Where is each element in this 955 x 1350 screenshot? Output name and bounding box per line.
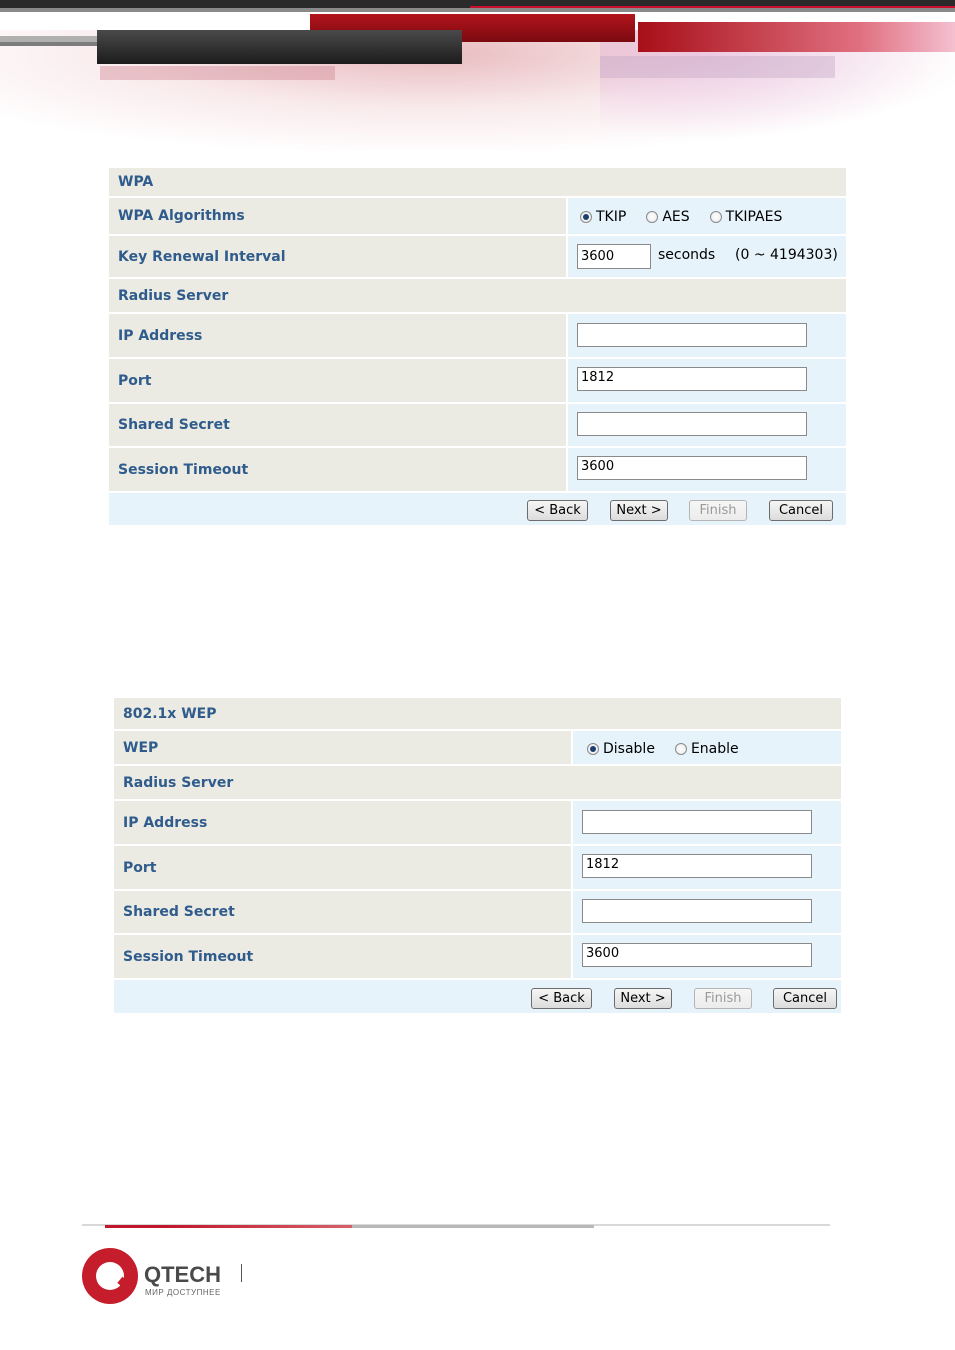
section-title: 802.1x WEP (123, 705, 217, 722)
radio-button[interactable] (675, 743, 687, 755)
wizard-button-bar (109, 493, 846, 525)
radio-label: TKIPAES (725, 209, 783, 225)
banner-pink-block (100, 66, 335, 80)
value-cell (571, 846, 841, 889)
radio-button[interactable] (710, 211, 722, 223)
row-shared-secret (109, 404, 846, 448)
cancel-button[interactable]: Cancel (769, 500, 833, 521)
field-label: Session Timeout (118, 461, 249, 478)
label-cell (114, 731, 571, 764)
label-cell (109, 198, 566, 234)
footer-grey-accent (352, 1225, 594, 1228)
field-label: IP Address (118, 327, 203, 344)
value-cell (571, 801, 841, 844)
wizard-button-bar (114, 980, 841, 1013)
banner-dark-block (97, 30, 462, 64)
row-session-timeout (109, 448, 846, 493)
field-label: WPA Algorithms (118, 208, 245, 224)
radio-label: Disable (603, 741, 655, 757)
radio-label: TKIP (596, 209, 627, 225)
value-cell (571, 731, 841, 764)
banner-red-gradient-block (638, 22, 955, 52)
field-label: Port (123, 859, 157, 876)
session-timeout-input[interactable]: 3600 (582, 943, 812, 967)
radio-button[interactable] (646, 211, 658, 223)
section-header-wpa (109, 168, 846, 198)
ip-address-input[interactable] (582, 810, 812, 834)
label-cell (114, 801, 571, 844)
label-cell (114, 846, 571, 889)
field-label: Session Timeout (123, 948, 254, 965)
next-button[interactable]: Next > (614, 988, 672, 1009)
value-cell (566, 448, 846, 491)
row-shared-secret (114, 891, 841, 935)
banner-red-line (470, 6, 955, 8)
banner-lilac-block (600, 56, 835, 78)
row-session-timeout (114, 935, 841, 980)
port-input[interactable]: 1812 (582, 854, 812, 878)
wep-settings-panel (114, 698, 841, 1013)
radio-tkip[interactable] (580, 209, 626, 225)
logo-separator (241, 1264, 242, 1282)
section-header-802-1x-wep (114, 698, 841, 731)
shared-secret-input[interactable] (577, 412, 807, 436)
section-title: WPA (118, 174, 154, 190)
field-label: Port (118, 372, 152, 389)
footer-red-accent (105, 1225, 352, 1228)
label-cell (109, 236, 566, 277)
label-cell (109, 359, 566, 402)
value-cell (571, 935, 841, 978)
unit-label: seconds (658, 247, 716, 263)
section-header-radius (109, 279, 846, 314)
radio-label: AES (662, 209, 690, 225)
radio-aes[interactable] (646, 209, 689, 225)
shared-secret-input[interactable] (582, 899, 812, 923)
field-label: IP Address (123, 814, 208, 831)
radio-tkipaes[interactable] (710, 209, 783, 225)
logo-tagline: МИР ДОСТУПНЕЕ (145, 1288, 221, 1297)
value-cell (566, 198, 846, 234)
ip-address-input[interactable] (577, 323, 807, 347)
finish-button[interactable]: Finish (689, 500, 747, 521)
wpa-algorithm-radio-group (580, 209, 782, 225)
field-label: Key Renewal Interval (118, 248, 286, 265)
field-label: WEP (123, 739, 159, 756)
port-input[interactable]: 1812 (577, 367, 807, 391)
value-cell (566, 236, 846, 277)
wep-radio-group (587, 741, 739, 757)
label-cell (109, 404, 566, 446)
radio-label: Enable (690, 741, 739, 757)
back-button[interactable]: < Back (527, 500, 588, 521)
radio-button-selected[interactable] (580, 211, 592, 223)
label-cell (114, 891, 571, 933)
label-cell (109, 314, 566, 357)
row-wep (114, 731, 841, 766)
value-cell (566, 359, 846, 402)
next-button[interactable]: Next > (610, 500, 668, 521)
banner-grey-stripe (0, 8, 955, 12)
section-title: Radius Server (123, 774, 234, 791)
cancel-button[interactable]: Cancel (773, 988, 837, 1009)
value-cell (571, 891, 841, 933)
field-label: Shared Secret (123, 904, 235, 920)
row-ip-address (109, 314, 846, 359)
radio-button-selected[interactable] (587, 743, 599, 755)
label-cell (114, 935, 571, 978)
section-title: Radius Server (118, 287, 229, 304)
wpa-settings-panel (109, 168, 846, 525)
header-banner (0, 0, 955, 160)
radio-enable[interactable] (675, 741, 739, 757)
label-cell (109, 448, 566, 491)
finish-button[interactable]: Finish (694, 988, 752, 1009)
session-timeout-input[interactable]: 3600 (577, 456, 807, 480)
row-ip-address (114, 801, 841, 846)
section-header-radius (114, 766, 841, 801)
range-hint: (0 ~ 4194303) (735, 247, 838, 263)
back-button[interactable]: < Back (531, 988, 592, 1009)
field-label: Shared Secret (118, 417, 230, 433)
row-port (109, 359, 846, 404)
radio-disable[interactable] (587, 741, 655, 757)
key-renewal-input[interactable]: 3600 (577, 244, 651, 269)
row-key-renewal-interval (109, 236, 846, 279)
row-wpa-algorithms (109, 198, 846, 236)
value-cell (566, 404, 846, 446)
logo-wordmark: QTECH (144, 1262, 221, 1287)
value-cell (566, 314, 846, 357)
row-port (114, 846, 841, 891)
